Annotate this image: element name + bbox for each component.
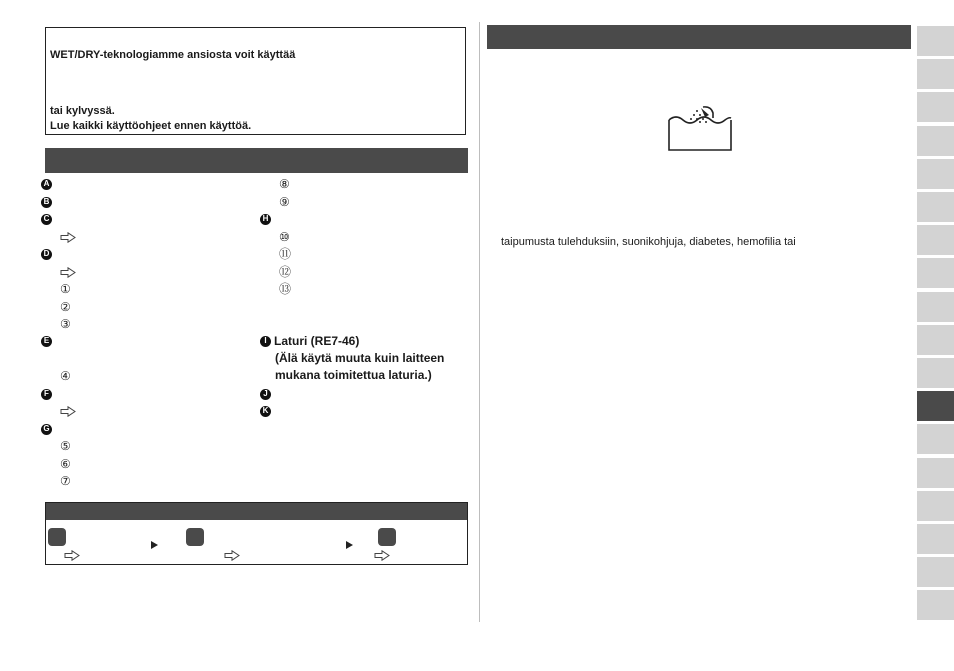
outline-arrow-icon [60,232,76,243]
step-1-marker [48,528,66,546]
outline-arrow-icon [64,550,80,561]
side-tab-12[interactable] [917,391,954,421]
outline-arrow-icon [60,406,76,417]
part-number [60,299,71,315]
step-2-marker [186,528,204,546]
circled-number: ⑩ [279,230,290,244]
side-tab-11[interactable] [917,358,954,388]
circled-number: ① [60,282,71,296]
part-11 [279,246,291,262]
shower-bath-icon [667,106,733,154]
part-10 [279,229,290,245]
charger-note-2: mukana toimitettua laturia.) [275,368,432,382]
outline-arrow-icon [224,550,240,561]
letter-badge: C [41,214,52,225]
intro-line-2: tai kylvyssä. [50,105,115,117]
charger-label: Laturi (RE7-46) [274,334,360,348]
part-j [260,386,271,402]
part-number [60,438,71,454]
part-number [60,368,71,384]
part-13 [279,281,291,297]
side-tab-8[interactable] [917,258,954,288]
letter-badge: F [41,389,52,400]
intro-box [45,27,466,135]
side-tab-9[interactable] [917,292,954,322]
side-tab-4[interactable] [917,126,954,156]
side-tab-6[interactable] [917,192,954,222]
part-arrow-row [60,403,76,419]
letter-badge: I [260,336,271,347]
charger-note-1: (Älä käytä muuta kuin laitteen [275,351,445,365]
outline-arrow-icon [60,267,76,278]
part-b [41,194,52,210]
letter-badge: A [41,179,52,190]
circled-number: ⑧ [279,177,290,191]
circled-number: ② [60,300,71,314]
intro-line-3: Lue kaikki käyttöohjeet ennen käyttöä. [50,120,252,132]
letter-badge: E [41,336,52,347]
letter-badge: K [260,406,271,417]
side-tab-5[interactable] [917,159,954,189]
caution-text: taipumusta tulehduksiin, suonikohjuja, diabetes, hemofilia tai [501,236,796,248]
circled-number: ⑤ [60,439,71,453]
side-tab-2[interactable] [917,59,954,89]
part-d [41,246,52,262]
part-i-charger [260,333,359,349]
side-tab-7[interactable] [917,225,954,255]
side-tab-15[interactable] [917,491,954,521]
letter-badge: G [41,424,52,435]
part-k [260,403,271,419]
part-number [60,473,71,489]
side-tab-10[interactable] [917,325,954,355]
play-triangle-icon [151,541,158,549]
letter-badge: J [260,389,271,400]
part-a [41,176,52,192]
parts-section-header [45,148,468,173]
part-arrow-row [60,264,76,280]
circled-number: ⑪ [279,247,292,261]
part-e [41,333,52,349]
letter-badge: B [41,197,52,208]
side-tab-13[interactable] [917,424,954,454]
part-arrow-row [60,229,76,245]
letter-badge: H [260,214,271,225]
side-tab-17[interactable] [917,557,954,587]
circled-number: ⑦ [60,474,71,488]
side-tab-1[interactable] [917,26,954,56]
part-g [41,421,52,437]
circled-number: ⑬ [279,282,292,296]
circled-number: ⑫ [279,265,292,279]
side-tab-18[interactable] [917,590,954,620]
circled-number: ⑨ [279,195,290,209]
part-number [60,281,71,297]
circled-number: ⑥ [60,457,71,471]
part-h [260,211,271,227]
play-triangle-icon [346,541,353,549]
outline-arrow-icon [374,550,390,561]
side-tab-16[interactable] [917,524,954,554]
column-divider [479,22,480,622]
circled-number: ③ [60,317,71,331]
circled-number: ④ [60,369,71,383]
step-3-marker [378,528,396,546]
side-tab-3[interactable] [917,92,954,122]
part-f [41,386,52,402]
right-section-header [487,25,911,49]
intro-line-1: WET/DRY-teknologiamme ansiosta voit käyttää [50,49,296,61]
steps-box [45,502,468,565]
part-12 [279,264,291,280]
part-number [60,456,71,472]
side-tab-14[interactable] [917,458,954,488]
part-8 [279,176,290,192]
part-c [41,211,52,227]
letter-badge: D [41,249,52,260]
part-9 [279,194,290,210]
part-number [60,316,71,332]
